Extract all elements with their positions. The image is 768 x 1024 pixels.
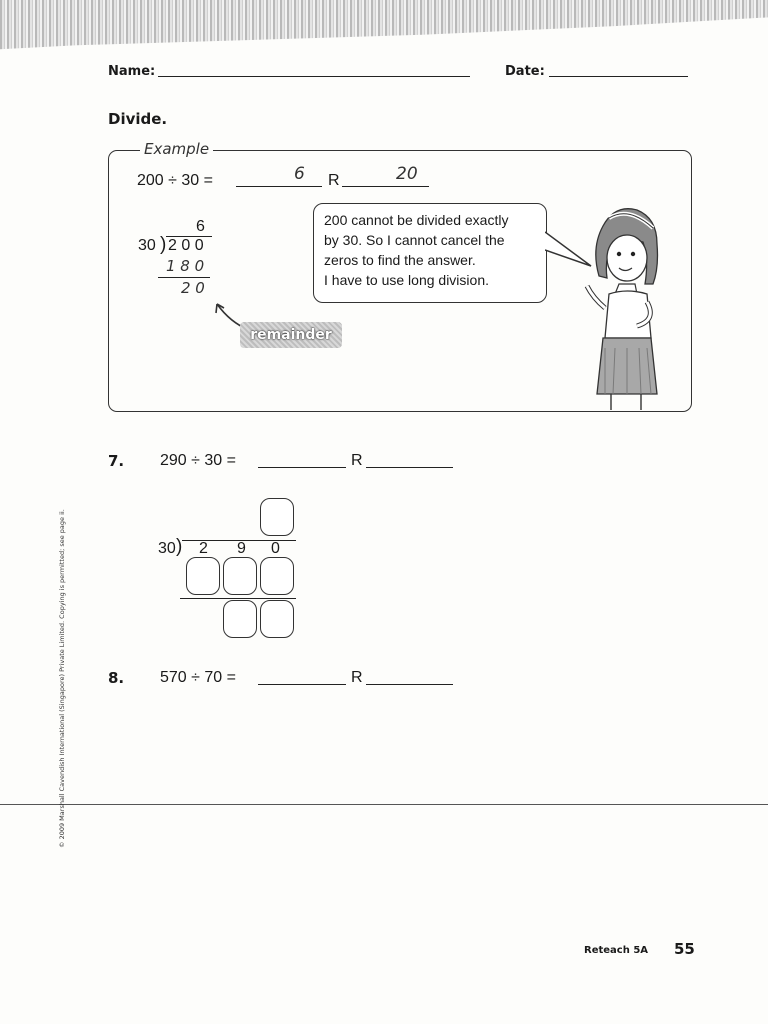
ld-product: 1 8 0 — [166, 257, 205, 275]
ld-subtract-line — [158, 277, 210, 278]
dividend-digit: 2 — [199, 540, 208, 557]
problem-r-label: R — [351, 669, 363, 686]
problem-quotient-line[interactable] — [258, 684, 346, 685]
problem-remainder-line[interactable] — [366, 684, 453, 685]
speech-line: zeros to find the answer. — [324, 252, 476, 268]
product-digit-box[interactable] — [186, 557, 220, 595]
dividend-digit: 0 — [271, 540, 280, 557]
instruction-heading: Divide. — [108, 110, 168, 128]
ld-remainder: 2 0 — [181, 279, 205, 297]
problem-remainder-line[interactable] — [366, 467, 453, 468]
subtract-line — [180, 598, 296, 599]
problem-number: 7. — [108, 452, 125, 470]
copyright-text: © 2009 Marshall Cavendish International (Singapore) Private Limited. Copying is permitted; see page ii. — [58, 509, 66, 848]
example-remainder-answer: 20 — [396, 164, 418, 184]
example-label: Example — [140, 140, 213, 158]
problem-equation: 570 ÷ 70 = — [160, 669, 236, 686]
name-label: Name: — [108, 64, 156, 79]
scan-header-band — [0, 0, 768, 58]
division-divisor: 30 — [158, 540, 176, 557]
problem-number: 8. — [108, 669, 125, 687]
problem-equation: 290 ÷ 30 = — [160, 452, 236, 469]
example-quotient-answer: 6 — [294, 164, 305, 184]
ld-bracket: ) — [160, 234, 167, 255]
speech-bubble — [313, 203, 547, 303]
remainder-tag: remainder — [240, 322, 342, 348]
date-label: Date: — [505, 64, 545, 79]
example-quotient-line — [236, 186, 322, 187]
page-divider — [0, 804, 768, 805]
example-remainder-line — [342, 186, 429, 187]
date-line[interactable] — [549, 76, 688, 77]
remainder-digit-box[interactable] — [223, 600, 257, 638]
ld-quotient: 6 — [196, 218, 205, 235]
example-equation: 200 ÷ 30 = — [137, 172, 213, 189]
ld-divisor: 30 — [138, 237, 156, 254]
girl-illustration-icon — [575, 198, 670, 410]
name-line[interactable] — [158, 76, 470, 77]
footer-book: Reteach 5A — [584, 945, 649, 956]
problem-r-label: R — [351, 452, 363, 469]
quotient-digit-box[interactable] — [260, 498, 294, 536]
page-number: 55 — [674, 940, 695, 958]
product-digit-box[interactable] — [223, 557, 257, 595]
division-bracket: ) — [176, 536, 183, 557]
remainder-digit-box[interactable] — [260, 600, 294, 638]
ld-dividend: 2 0 0 — [168, 237, 204, 254]
speech-line: 200 cannot be divided exactly — [324, 212, 509, 228]
product-digit-box[interactable] — [260, 557, 294, 595]
speech-line: I have to use long division. — [324, 272, 489, 288]
example-r-label: R — [328, 172, 340, 189]
problem-quotient-line[interactable] — [258, 467, 346, 468]
dividend-digit: 9 — [237, 540, 246, 557]
speech-line: by 30. So I cannot cancel the — [324, 232, 505, 248]
